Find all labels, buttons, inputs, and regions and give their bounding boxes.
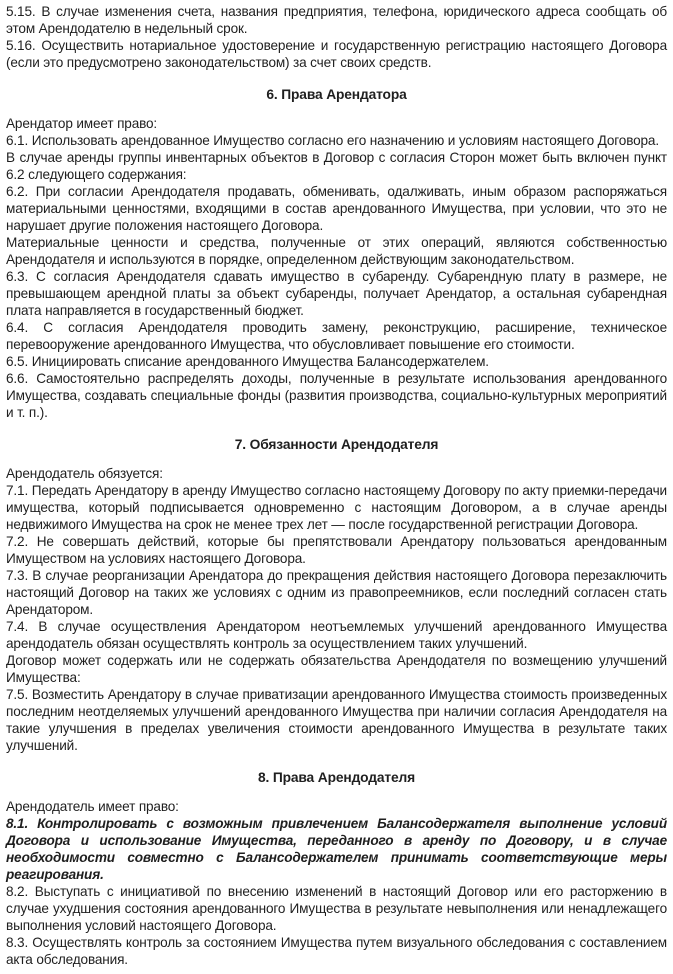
clause-5-16: 5.16. Осуществить нотариальное удостоверение и государственную регистрацию настоящего Договора (если это предусмотрено законодательством) за счет своих средств. bbox=[6, 38, 667, 70]
section-heading-7: 7. Обязанности Арендодателя bbox=[234, 437, 439, 452]
clause-6-2: 6.2. При согласии Арендодателя продавать, обменивать, одалживать, иным образом распоряжаться материальными ценностями, входящими в состав арендованного Имущества, при условии, что это не нарушает другие положения настоящего Договора. bbox=[6, 184, 667, 233]
clause-7-4: 7.4. В случае осуществления Арендатором неотъемлемых улучшений арендованного Имущества арендодатель обязан осуществлять контроль за осуществлением таких улучшений. bbox=[6, 619, 667, 651]
section-7-intro: Арендодатель обязуется: bbox=[6, 466, 163, 481]
clause-8-2: 8.2. Выступать с инициативой по внесению изменений в настоящий Договор или его расторжению в случае ухудшения состояния арендованного Имущества в результате невыполнения или ненадлежащего выполнения условий настоящего Договора. bbox=[6, 884, 667, 933]
note-clause-6-2-proceeds: Материальные ценности и средства, полученные от этих операций, являются собственностью Арендодателя и используются в порядке, определенном действующим законодательством. bbox=[6, 235, 667, 267]
note-clause-6-2-inclusion: В случае аренды группы инвентарных объектов в Договор с согласия Сторон может быть включен пункт 6.2 следующего содержания: bbox=[6, 150, 667, 182]
clause-8-1: 8.1. Контролировать с возможным привлечением Балансодержателя выполнение условий Договора и использование Имущества, переданного в аренду по Договору, и в случае необходимости совместно с Балансодержателем принимать соответствующие меры реагирования. bbox=[6, 816, 667, 882]
clause-7-2: 7.2. Не совершать действий, которые бы препятствовали Арендатору пользоваться арендованным Имуществом на условиях настоящего Договора. bbox=[6, 534, 667, 566]
clause-7-1: 7.1. Передать Арендатору в аренду Имущество согласно настоящему Договору по акту приемки-передачи имущества, который подписывается одновременно с настоящим Договором, а в случае аренды недвижимого Имущества на срок не менее трех лет — после государственной регистрации Договора. bbox=[6, 483, 667, 532]
clause-5-15: 5.15. В случае изменения счета, названия предприятия, телефона, юридического адреса сообщать об этом Арендодателю в недельный срок. bbox=[6, 4, 667, 36]
clause-6-4: 6.4. С согласия Арендодателя проводить замену, реконструкцию, расширение, техническое перевооружение арендованного Имущества, что обусловливает повышение его стоимости. bbox=[6, 320, 667, 352]
clause-6-5: 6.5. Инициировать списание арендованного Имущества Балансодержателем. bbox=[6, 354, 489, 369]
section-heading-6: 6. Права Арендатора bbox=[266, 87, 407, 102]
clause-6-1: 6.1. Использовать арендованное Имущество согласно его назначению и условиям настоящего Договора. bbox=[6, 133, 659, 148]
clause-6-6: 6.6. Самостоятельно распределять доходы, полученные в результате использования арендованного Имущества, создавать специальные фонды (развития производства, социально-культурных мероприятий и т. п.). bbox=[6, 371, 667, 420]
clause-7-5: 7.5. Возместить Арендатору в случае приватизации арендованного Имущества стоимость произведенных последним неотделяемых улучшений арендованного Имущества при наличии согласия Арендодателя на такие улучшения в пределах увеличения стоимости арендованного Имущества в результате таких улучшений. bbox=[6, 687, 667, 753]
clause-7-3: 7.3. В случае реорганизации Арендатора до прекращения действия настоящего Договора перезаключить настоящий Договор на таких же условиях с одним из правопреемников, если последний согласен стать Арендатором. bbox=[6, 568, 667, 617]
note-clause-7-5-option: Договор может содержать или не содержать обязательства Арендодателя по возмещению улучшений Имущества: bbox=[6, 653, 667, 685]
clause-8-3: 8.3. Осуществлять контроль за состоянием Имущества путем визуального обследования с составлением акта обследования. bbox=[6, 935, 667, 967]
section-8-intro: Арендодатель имеет право: bbox=[6, 799, 179, 814]
clause-6-3: 6.3. С согласия Арендодателя сдавать имущество в субаренду. Субарендную плату в размере, не превышающем арендной платы за объект субаренды, получает Арендатор, а остальная субарендная плата направляется в государственный бюджет. bbox=[6, 269, 667, 318]
section-6-intro: Арендатор имеет право: bbox=[6, 116, 158, 131]
section-heading-8: 8. Права Арендодателя bbox=[257, 770, 416, 785]
